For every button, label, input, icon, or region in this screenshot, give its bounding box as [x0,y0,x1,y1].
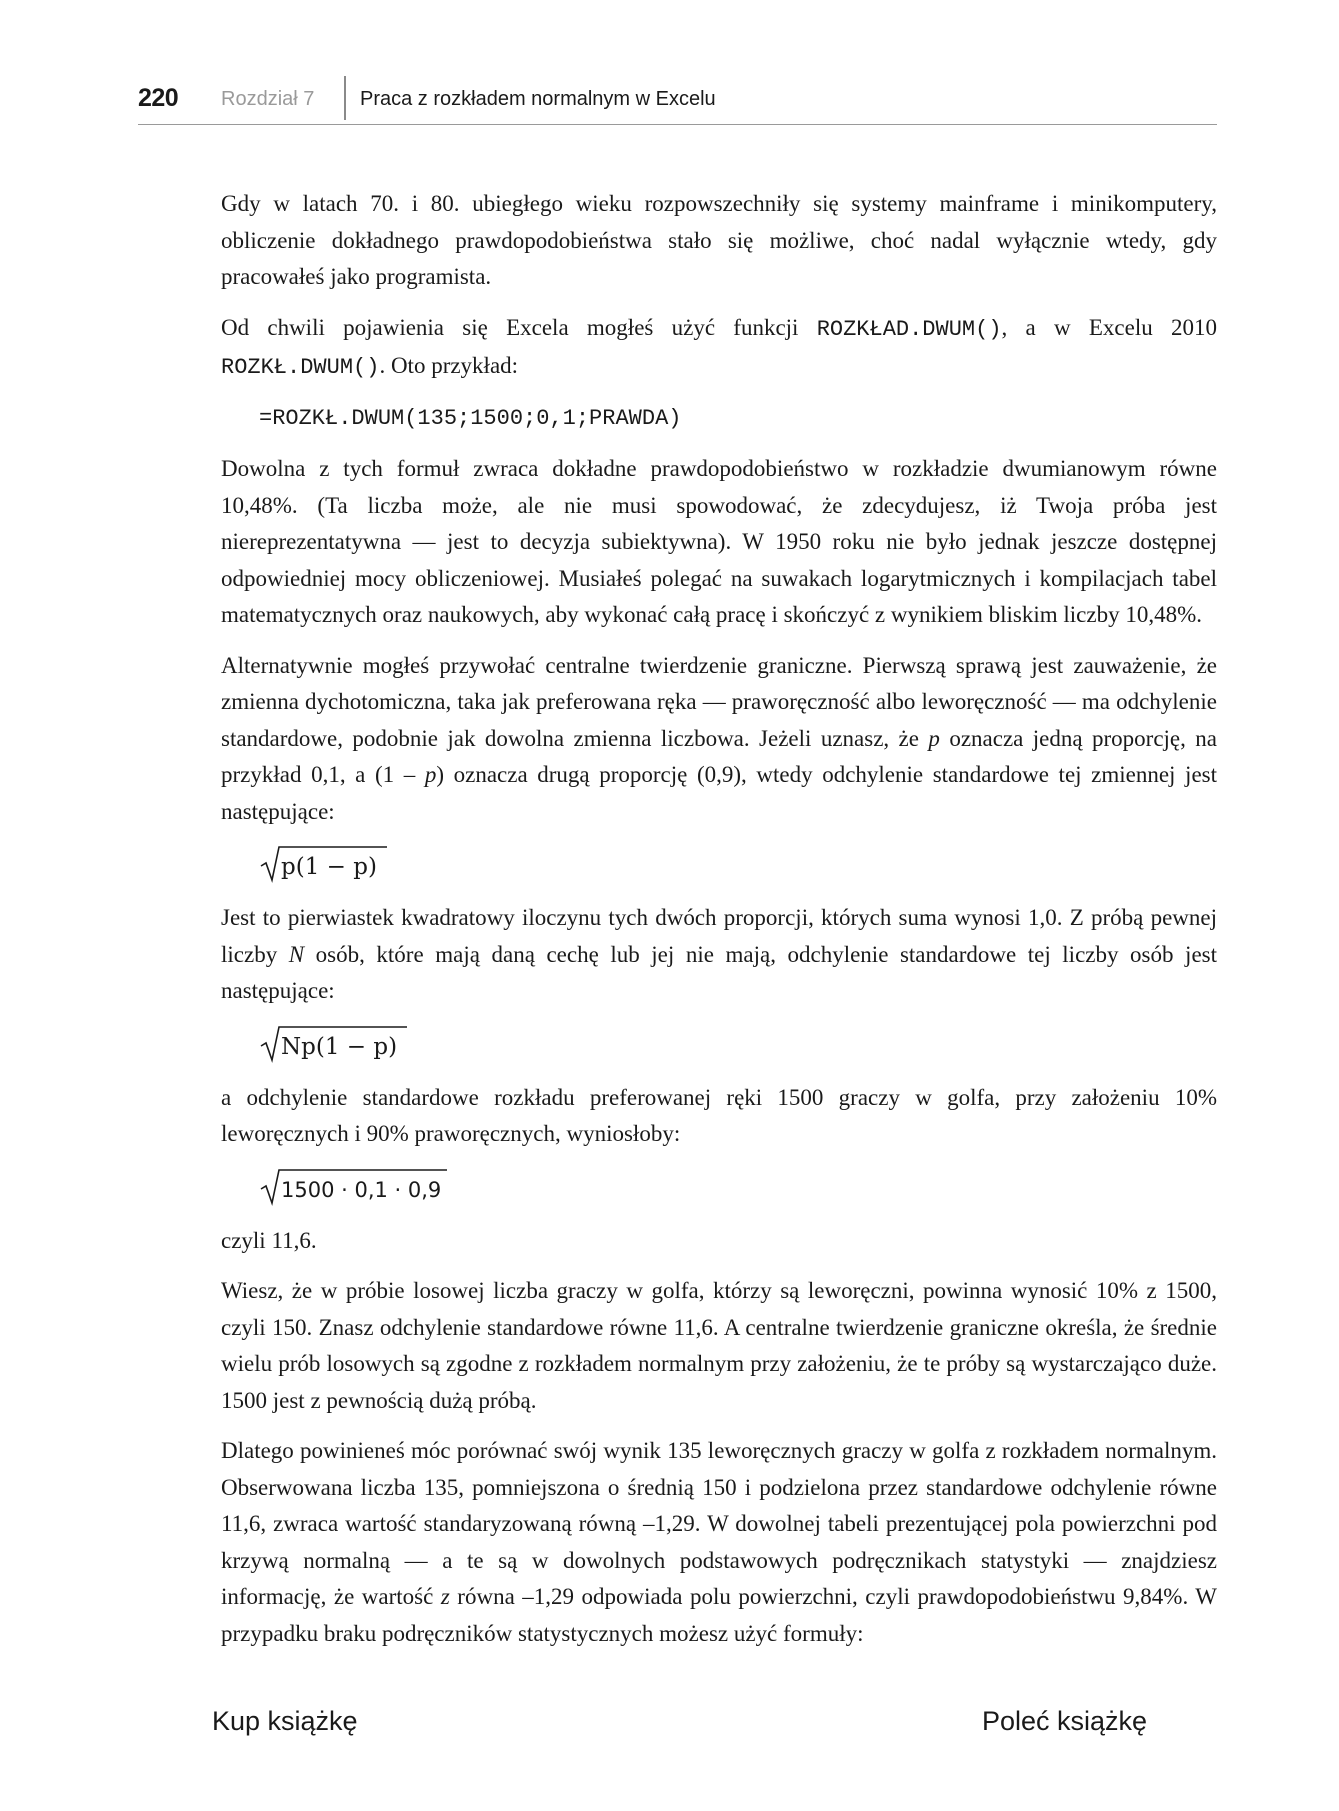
formula-sqrt-np [259,1024,1217,1064]
buy-book-link[interactable]: Kup książkę [212,1706,358,1736]
paragraph-2-text-c: . Oto przykład: [379,353,519,378]
chapter-title: Praca z rozkładem normalnym w Excelu [360,88,716,110]
paragraph-9-text-a: Dlatego powinieneś móc porównać swój wynik 135 leworęcznych graczy w golfa z rozkładem normalnym. Obserwowana liczba 135, pomniejszona o średnią 150 i podzielona przez standardowe odchylenie równe 11,6, zwraca wartość standaryzowaną równą –1,29. W dowolnej tabeli prezentującej pola powierzchni pod krzywą normalną — a te są w dowolnych podstawowych podręcznikach statystyki — znajdziesz informację, że wartość [221,1438,1217,1609]
formula-2-text: Np(1 − p) [281,1033,398,1060]
formula-sqrt-numeric [259,1167,1217,1207]
paragraph-4-text-c: ) oznacza drugą proporcję (0,9), wtedy odchylenie standardowe tej zmiennej jest następujące: [221,762,1217,824]
paragraph-4-text-a: Alternatywnie mogłeś przywołać centralne twierdzenie graniczne. Pierwszą sprawą jest zauważenie, że zmienna dychotomiczna, taka jak preferowana ręka — praworęczność albo leworęczność — ma odchylenie standardowe, podobnie jak dowolna zmienna liczbowa. Jeżeli uznasz, że [221,652,1217,751]
paragraph-5-text-b: osób, które mają daną cechę lub jej nie mają, odchylenie standardowe tej liczby osób jest następujące: [221,941,1217,1003]
formula-1-text: p(1 − p) [281,854,377,880]
formula-3-text: 1500 · 0,1 · 0,9 [281,1177,442,1202]
paragraph-3: Dowolna z tych formuł zwraca dokładne prawdopodobieństwo w rozkładzie dwumianowym równe 10,48%. (Ta liczba może, ale nie musi spowodować, że zdecydujesz, iż Twoja próba jest niereprezentatywna — jest to decyzja subiektywna). W 1950 roku nie było jednak jeszcze dostępnej odpowiedniej mocy obliczeniowej. Musiałeś polegać na suwakach logarytmicznych i kompilacjach tabel matematycznych oraz naukowych, aby wykonać całą pracę i skończyć z wynikiem bliskim liczby 10,48%. [221,456,1217,627]
paragraph-2-text-a: Od chwili pojawienia się Excela mogłeś użyć funkcji [221,314,817,340]
formula-sqrt-p [259,844,1217,884]
variable-p: p [928,725,940,751]
paragraph-9 [221,1433,1217,1652]
page-number: 220 [138,84,179,112]
chapter-label: Rozdział 7 [221,88,315,110]
function-name-rozklad-dwum: ROZKŁAD.DWUM() [816,316,1002,342]
variable-n: N [288,941,305,967]
paragraph-5 [221,900,1217,1010]
variable-p: p [424,762,437,787]
paragraph-4-text-b: oznacza jedną proporcję, na przykład 0,1, a (1 – [221,725,1217,787]
sqrt-sign-icon [259,1024,409,1064]
variable-z: z [440,1584,450,1609]
paragraph-8: Wiesz, że w próbie losowej liczba graczy w golfa, którzy są leworęczni, powinna wynosić 10% z 1500, czyli 150. Znasz odchylenie standardowe równe 11,6. A centralne twierdzenie graniczne określa, że średnie wielu prób losowych są zgodne z rozkładem normalnym przy założeniu, że te próby są wystarczająco duże. 1500 jest z pewnością dużą próbą. [221,1278,1217,1413]
page-content [221,186,1217,1666]
function-name-rozkl-dwum: ROZKŁ.DWUM() [221,355,380,380]
paragraph-7: czyli 11,6. [221,1227,317,1253]
paragraph-5-text-a: Jest to pierwiastek kwadratowy iloczynu tych dwóch proporcji, których suma wynosi 1,0. Z próbą pewnej liczby [221,905,1217,967]
paragraph-9-text-b: równa –1,29 odpowiada polu powierzchni, czyli prawdopodobieństwu 9,84%. W przypadku braku podręczników statystycznych możesz użyć formuły: [221,1584,1218,1646]
sqrt-sign-icon [259,1167,449,1207]
sqrt-sign-icon [259,844,389,884]
paragraph-6: a odchylenie standardowe rozkładu preferowanej ręki 1500 graczy w golfa, przy założeniu 10% leworęcznych i 90% praworęcznych, wyniosłoby: [221,1084,1217,1146]
page-header [138,80,1217,125]
code-example: =ROZKŁ.DWUM(135;1500;0,1;PRAWDA) [259,405,682,431]
paragraph-2-text-b: , a w Excelu 2010 [1001,314,1217,340]
header-divider [344,76,346,120]
paragraph-2 [221,310,1217,387]
paragraph-1: Gdy w latach 70. i 80. ubiegłego wieku rozpowszechniły się systemy mainframe i minikomputery, obliczenie dokładnego prawdopodobieństwa stało się możliwe, choć nadal wyłącznie wtedy, gdy pracowałeś jako programista. [221,191,1217,289]
recommend-book-link[interactable]: Poleć książkę [982,1706,1148,1736]
paragraph-4 [221,648,1217,831]
